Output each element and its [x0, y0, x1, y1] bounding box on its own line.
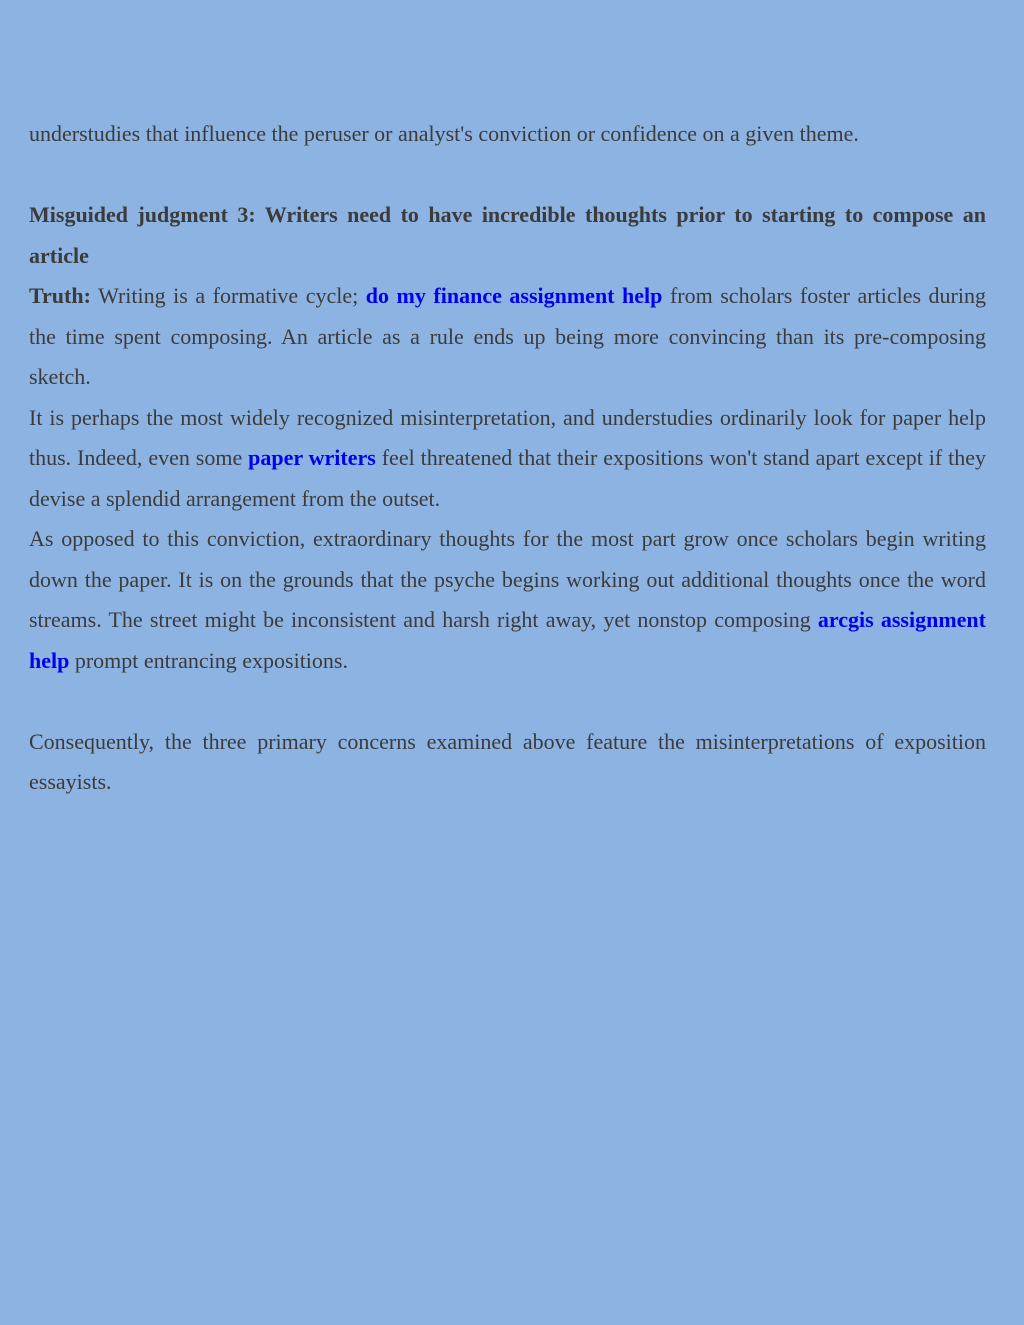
finance-assignment-link[interactable]: do my finance assignment help [365, 283, 663, 308]
arcgis-assignment-link[interactable]: arcgis assignment help [29, 607, 986, 673]
paragraph-truth-text-a: Writing is a formative cycle; [90, 283, 366, 308]
spacer [29, 155, 986, 196]
paragraph-intro-text: understudies that influence the peruser or analyst's conviction or confidence on a given theme. [29, 121, 859, 146]
paragraph-misinterpretation-text-a: It is perhaps the most widely recognized misinterpretation, and understudies ordinarily look for paper help thus. Indeed, even some [29, 404, 986, 470]
section-heading-text: Misguided judgment 3: Writers need to have incredible thoughts prior to starting to compose an article [29, 202, 986, 268]
paragraph-conclusion [29, 722, 986, 803]
paragraph-truth [29, 276, 986, 398]
paper-writers-link[interactable]: paper writers [248, 445, 376, 470]
paragraph-conviction-text-a: As opposed to this conviction, extraordinary thoughts for the most part grow once scholars begin writing down the paper. It is on the grounds that the psyche begins working out additional thoughts once the word streams. The street might be inconsistent and harsh right away, yet nonstop composing [29, 526, 986, 632]
paragraph-intro [29, 114, 986, 155]
paragraph-conviction [29, 519, 986, 681]
paragraph-truth-text-b: from scholars foster articles during the time spent composing. An article as a rule ends up being more convincing than its pre-composing sketch. [29, 283, 986, 389]
paragraph-misinterpretation-text-b: feel threatened that their expositions won't stand apart except if they devise a splendid arrangement from the outset. [29, 445, 986, 511]
section-heading [29, 195, 986, 276]
truth-label: Truth: [29, 283, 91, 308]
spacer [29, 681, 986, 722]
paragraph-conviction-text-b: prompt entrancing expositions. [69, 647, 348, 673]
paragraph-conclusion-text: Consequently, the three primary concerns examined above feature the misinterpretations of exposition essayists. [29, 728, 986, 794]
paragraph-misinterpretation [29, 398, 986, 520]
